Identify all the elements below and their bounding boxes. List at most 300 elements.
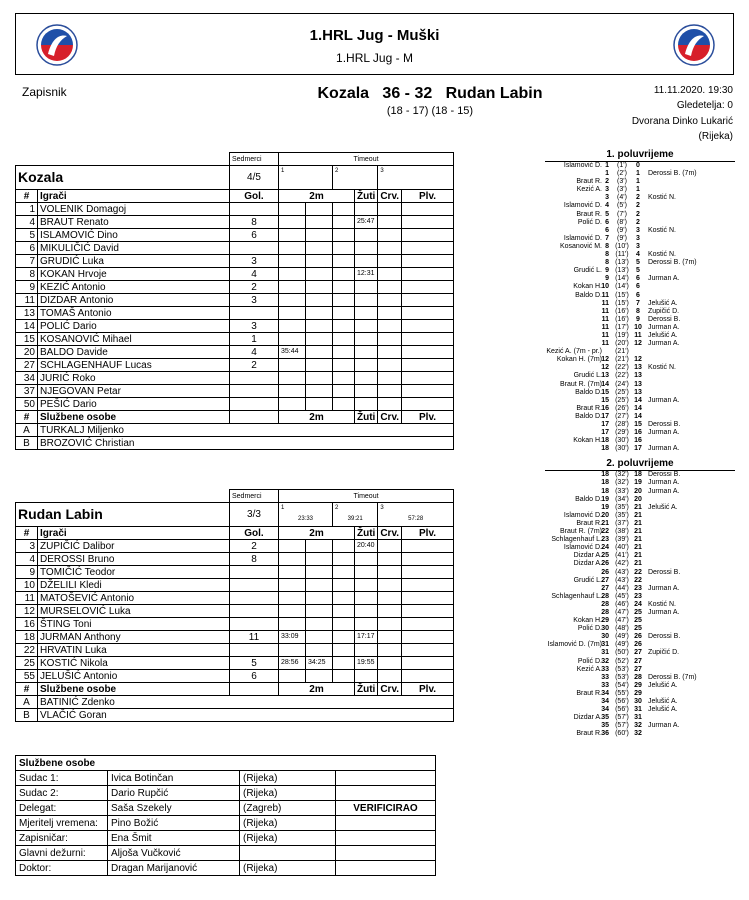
yellow-card [355,670,378,683]
scorer-home: Grudić L. [573,267,602,275]
table-row [16,242,454,255]
two-min-3 [333,618,355,631]
list-item [545,658,735,666]
list-item [545,178,735,186]
player-number: 9 [16,281,38,294]
two-min-2: 34:25 [306,657,333,670]
yellow-card [355,346,378,359]
two-min-2 [306,579,333,592]
away-goal-count: 2 [636,194,640,202]
two-min-1 [279,203,306,216]
player-goals: 2 [230,359,279,372]
event-minute: (17') [615,323,629,331]
yellow-card [355,592,378,605]
scorer-home: Kosanović M. [559,242,602,250]
away-goal-count: 29 [634,689,642,697]
red-card [378,242,402,255]
scorer-home: Grudić L. [573,372,602,380]
event-minute: (4') [617,194,627,202]
scorer-away: Kostić N. [648,600,677,608]
official-role: Delegat: [16,801,108,816]
player-name: PEŠIĆ Dario [38,398,230,411]
list-item [545,520,735,528]
yellow-card [355,294,378,307]
home-goal-count: 33 [601,681,609,689]
scorer-away: Kostić N. [648,194,677,202]
col-blue: Plv. [402,683,454,696]
away-goal-count: 12 [634,340,642,348]
home-goal-count: 5 [605,210,609,218]
player-goals [230,372,279,385]
event-minute: (14') [615,283,629,291]
table-row [16,709,454,722]
blue-card [402,346,454,359]
timeout-time: 39:21 [347,516,363,522]
away-goal-count: 14 [634,404,642,412]
away-goal-count: 22 [634,576,642,584]
second-half-events [545,471,735,738]
two-min-3 [333,203,355,216]
yellow-card [355,203,378,216]
yellow-card: 20:40 [355,540,378,553]
blue-card [402,203,454,216]
red-card [378,540,402,553]
table-row [16,372,454,385]
home-goal-count: 10 [601,283,609,291]
home-goal-count: 18 [601,479,609,487]
away-goal-count: 5 [636,259,640,267]
col-empty [230,411,279,424]
player-name: JURMAN Anthony [38,631,230,644]
table-row [16,846,436,861]
two-min-1 [279,307,306,320]
player-name: ISLAMOVIĆ Dino [38,229,230,242]
scorer-away: Kostić N. [648,364,677,372]
table-row [16,333,454,346]
player-number: 1 [16,203,38,216]
event-minute: (50') [615,649,629,657]
official-name: Dragan Marijanović [108,861,240,876]
col-two-min: 2m [279,683,355,696]
event-minute: (53') [615,665,629,673]
event-minute: (56') [615,706,629,714]
player-goals: 8 [230,216,279,229]
yellow-card: 12:31 [355,268,378,281]
away-goal-count: 5 [636,267,640,275]
yellow-card [355,398,378,411]
home-score: 36 [382,85,401,102]
scorer-away: Jelušić A. [648,706,678,714]
venue: Dvorana Dinko Lukarić [631,116,733,127]
list-item [545,666,735,674]
competition-title: 1.HRL Jug - Muški [309,27,440,44]
away-goal-count: 21 [634,544,642,552]
blue-card [402,255,454,268]
blue-card [402,566,454,579]
list-item [545,267,735,275]
player-name: SCHLAGENHAUF Lucas [38,359,230,372]
scorer-home: Schlagenhauf L. [551,592,602,600]
timeout-label: Timeout [279,153,454,166]
player-goals: 8 [230,553,279,566]
red-card [378,359,402,372]
scorer-away: Jurman A. [648,608,680,616]
scorer-home: Islamović D. [563,234,602,242]
list-item [545,251,735,259]
event-minute: (14') [615,275,629,283]
two-min-1 [279,670,306,683]
away-goal-count: 0 [636,162,640,169]
blue-card [402,242,454,255]
two-min-3 [333,294,355,307]
away-goal-count: 3 [636,242,640,250]
scorer-home: Kezić A. [576,186,602,194]
player-number: 25 [16,657,38,670]
match-score [280,85,580,103]
yellow-card [355,553,378,566]
home-goal-count: 14 [601,380,609,388]
scorer-away: Jurman A. [648,479,680,487]
scorer-away: Jelušić A. [648,331,678,339]
two-min-3 [333,385,355,398]
list-item [545,609,735,617]
red-card [378,618,402,631]
col-goals: Gol. [230,190,279,203]
away-goal-count: 27 [634,657,642,665]
blue-card [402,670,454,683]
scorer-away: Jurman A. [648,429,680,437]
event-minute: (46') [615,600,629,608]
event-minute: (56') [615,698,629,705]
yellow-card [355,618,378,631]
two-min-2 [306,566,333,579]
scorer-home: Islamović D. [563,544,602,552]
home-goal-count: 2 [605,178,609,186]
player-name: BRAUT Renato [38,216,230,229]
blue-card [402,307,454,320]
official-city: (Rijeka) [240,771,336,786]
two-min-1 [279,281,306,294]
player-number: 15 [16,333,38,346]
table-row [16,307,454,320]
away-goal-count: 7 [636,299,640,307]
player-name: DEROSSI Bruno [38,553,230,566]
list-item [545,405,735,413]
home-goal-count: 24 [601,544,609,552]
two-min-2 [306,229,333,242]
event-minute: (13') [615,267,629,275]
official-name: Ivica Botinčan [108,771,240,786]
event-minute: (33') [615,487,629,495]
away-goal-count: 29 [634,681,642,689]
table-row [16,861,436,876]
player-number: 11 [16,294,38,307]
scorer-home: Baldo D. [575,291,602,299]
player-name: ŠTING Toni [38,618,230,631]
player-goals [230,566,279,579]
col-two-min: 2m [279,190,355,203]
away-goal-count: 21 [634,519,642,527]
player-goals: 3 [230,294,279,307]
list-item [545,496,735,504]
home-goal-count: 23 [601,536,609,544]
list-item [545,536,735,544]
event-minute: (3') [617,178,627,186]
home-goal-count: 27 [601,584,609,592]
player-name: ZUPIČIĆ Dalibor [38,540,230,553]
home-goal-count: 1 [605,162,609,169]
away-goal-count: 1 [636,178,640,186]
red-card [378,579,402,592]
list-item [545,235,735,243]
away-goal-count: 31 [634,706,642,714]
home-goal-count: 15 [601,396,609,404]
official-city: (Rijeka) [240,816,336,831]
yellow-card [355,333,378,346]
verified-cell [336,831,436,846]
scorer-home: Polić D. [577,625,602,633]
away-goal-count: 23 [634,592,642,600]
table-row [16,424,454,437]
away-goal-count: 23 [634,584,642,592]
list-item [545,512,735,520]
verified-cell [336,861,436,876]
two-min-3 [333,229,355,242]
player-goals: 11 [230,631,279,644]
table-row [16,605,454,618]
red-card [378,670,402,683]
competition-subtitle: 1.HRL Jug - M [336,51,413,65]
col-blue: Plv. [402,527,454,540]
two-min-1 [279,644,306,657]
away-goal-count: 27 [634,649,642,657]
red-card [378,268,402,281]
player-number: 13 [16,307,38,320]
two-min-3 [333,333,355,346]
scorer-away: Jelušić A. [648,299,678,307]
spacer [16,490,230,503]
event-minute: (57') [615,714,629,722]
half-scores: (18 - 17) (18 - 15) [386,105,474,117]
col-yellow: Žuti [355,683,378,696]
home-goal-count: 31 [601,649,609,657]
player-name: JURIĆ Roko [38,372,230,385]
home-goal-count: 6 [605,226,609,234]
home-goal-count: 29 [601,617,609,625]
two-min-1: 33:09 [279,631,306,644]
two-min-1 [279,320,306,333]
table-row [16,771,436,786]
table-row [16,268,454,281]
two-min-3 [333,216,355,229]
scorer-away: Jelušić A. [648,698,678,705]
player-name: HRVATIN Luka [38,644,230,657]
table-row [16,670,454,683]
away-goal-count: 16 [634,437,642,445]
table-row [16,437,454,450]
yellow-card: 17:17 [355,631,378,644]
two-min-1 [279,242,306,255]
blue-card [402,553,454,566]
away-goal-count: 21 [634,552,642,560]
col-blue: Plv. [402,411,454,424]
player-name: MIKULIČIĆ David [38,242,230,255]
red-card [378,216,402,229]
list-item [545,356,735,364]
away-goal-count: 14 [634,412,642,420]
scorer-away: Jurman A. [648,584,680,592]
list-item [545,641,735,649]
two-min-2 [306,605,333,618]
verified-cell: VERIFICIRAO [336,801,436,816]
event-minute: (16') [615,307,629,315]
col-yellow: Žuti [355,527,378,540]
home-team-name: Kozala [317,85,370,102]
home-goal-count: 19 [601,503,609,511]
event-minute: (42') [615,560,629,568]
col-hash: # [16,411,38,424]
player-name: VOLENIK Domagoj [38,203,230,216]
list-item [545,300,735,308]
player-number: 11 [16,592,38,605]
verified-cell [336,771,436,786]
col-hash: # [16,683,38,696]
player-number: 10 [16,579,38,592]
list-item [545,560,735,568]
list-item [545,340,735,348]
away-goal-count: 21 [634,560,642,568]
table-row [16,579,454,592]
home-goal-count: 21 [601,519,609,527]
home-goal-count: 26 [601,560,609,568]
timeout-number: 3 [380,168,384,174]
verified-cell [336,846,436,861]
home-goal-count: 18 [601,471,609,479]
red-card [378,307,402,320]
player-number: 37 [16,385,38,398]
first-half-events [545,162,735,453]
event-minute: (25') [615,388,629,396]
official-role: Glavni dežurni: [16,846,108,861]
away-goal-count: 25 [634,617,642,625]
list-item [545,332,735,340]
table-row [16,618,454,631]
two-min-1 [279,605,306,618]
scorer-away: Zupičić D. [648,307,680,315]
player-name: JELUŠIĆ Antonio [38,670,230,683]
player-name: TOMIČIĆ Teodor [38,566,230,579]
list-item [545,170,735,178]
event-minute: (57') [615,722,629,730]
table-row [16,831,436,846]
two-min-1 [279,255,306,268]
two-min-1 [279,229,306,242]
table-row [16,294,454,307]
list-item [545,706,735,714]
player-number: 4 [16,553,38,566]
timeout-label: Timeout [279,490,454,503]
list-item [545,649,735,657]
event-minute: (29') [615,429,629,437]
table-row [16,346,454,359]
event-minute: (47') [615,617,629,625]
red-card [378,346,402,359]
official-name: Dario Rupčić [108,786,240,801]
red-card [378,294,402,307]
list-item [545,292,735,300]
table-row [16,320,454,333]
home-goal-count: 31 [601,641,609,649]
away-goal-count: 20 [634,487,642,495]
blue-card [402,372,454,385]
event-minute: (49') [615,641,629,649]
player-number: 55 [16,670,38,683]
official-city: (Rijeka) [240,861,336,876]
team-name: Rudan Labin [16,503,230,527]
away-goal-count: 13 [634,364,642,372]
home-goal-count: 13 [601,372,609,380]
event-minute: (22') [615,372,629,380]
home-goal-count: 11 [601,340,609,348]
scorer-home: Islamović D. [563,202,602,210]
event-minute: (43') [615,568,629,576]
away-goal-count: 13 [634,388,642,396]
player-goals: 2 [230,540,279,553]
away-goal-count: 10 [634,323,642,331]
scorer-home: Kokan H. [573,437,602,445]
scorer-home: Kezić A. (7m - pr.) [546,348,602,356]
timeout-2 [333,166,378,190]
col-hash: # [16,527,38,540]
yellow-card [355,566,378,579]
scorer-home: Polić D. [577,218,602,226]
official-letter: A [16,696,38,709]
blue-card [402,385,454,398]
event-minute: (40') [615,544,629,552]
two-min-1 [279,359,306,372]
two-min-3 [333,372,355,385]
team-name: Kozala [16,166,230,190]
red-card [378,255,402,268]
two-min-1 [279,592,306,605]
scorer-away: Jelušić A. [648,681,678,689]
second-half-title: 2. poluvrijeme [545,457,735,471]
scorer-home: Islamović D. [563,162,602,169]
two-min-2 [306,385,333,398]
player-number: 6 [16,242,38,255]
sedmerci-label: Sedmerci [230,490,279,503]
scorer-away: Zupičić D. [648,649,680,657]
player-goals [230,592,279,605]
player-goals [230,644,279,657]
blue-card [402,294,454,307]
player-number: 22 [16,644,38,657]
record-label: Zapisnik [22,85,67,99]
blue-card [402,359,454,372]
away-goal-count: 32 [634,730,642,738]
event-minute: (30') [615,437,629,445]
red-card [378,229,402,242]
scorer-home: Kokan H. (7m) [556,356,602,364]
two-min-1 [279,333,306,346]
official-letter: B [16,709,38,722]
player-goals [230,242,279,255]
away-goal-count: 25 [634,625,642,633]
list-item [545,682,735,690]
home-goal-count: 12 [601,364,609,372]
scorer-home: Dizdar A. [573,560,602,568]
blue-card [402,281,454,294]
